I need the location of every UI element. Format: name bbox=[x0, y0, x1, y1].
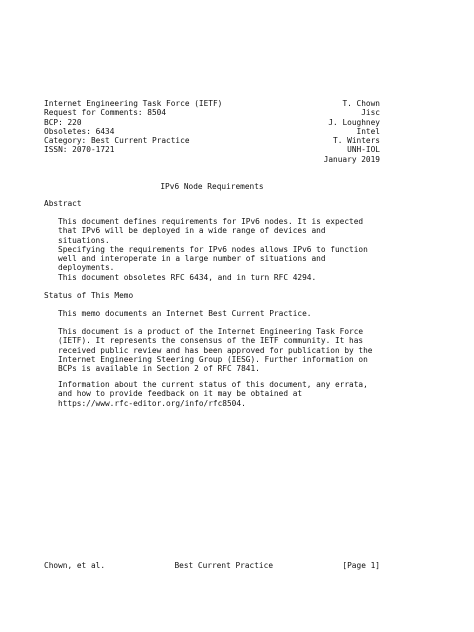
header-row bbox=[44, 99, 380, 108]
footer-page-number: [Page 1] bbox=[342, 561, 380, 570]
footer-category: Best Current Practice bbox=[174, 561, 274, 570]
status-heading: Status of This Memo bbox=[44, 291, 134, 300]
header-row bbox=[44, 118, 380, 127]
footer-authors: Chown, et al. bbox=[44, 561, 106, 570]
header-left: Obsoletes: 6434 bbox=[44, 126, 115, 136]
rfc-header bbox=[44, 99, 380, 164]
header-right: Jisc bbox=[361, 108, 380, 118]
header-left: Request for Comments: 8504 bbox=[44, 108, 167, 118]
header-row bbox=[44, 136, 380, 145]
header-right: T. Chown bbox=[342, 99, 380, 108]
header-right: January 2019 bbox=[323, 154, 380, 164]
header-row bbox=[44, 155, 380, 164]
header-right: Intel bbox=[356, 126, 380, 136]
header-right: UNH-IOL bbox=[347, 145, 380, 155]
status-paragraph: Information about the current status of this document, any errata, and how to provide feedback on it may be obtained at https://www.rfc-editor.org/info/rfc8504. bbox=[58, 380, 368, 408]
abstract-paragraph: This document obsoletes RFC 6434, and in turn RFC 4294. bbox=[58, 273, 317, 282]
abstract-heading: Abstract bbox=[44, 199, 82, 208]
header-right: T. Winters bbox=[333, 136, 380, 146]
header-row bbox=[44, 127, 380, 136]
header-row bbox=[44, 145, 380, 154]
header-left: BCP: 220 bbox=[44, 117, 82, 127]
document-title: IPv6 Node Requirements bbox=[160, 182, 264, 191]
header-left: ISSN: 2070-1721 bbox=[44, 145, 115, 155]
header-row bbox=[44, 108, 380, 117]
status-paragraph: This document is a product of the Internet Engineering Task Force (IETF). It represents the consensus of the IETF community. It has received public review and has been approved for publication by the Internet Engineering Steering Group (IESG). Further information on BCPs is available in Section 2 of RFC 7841. bbox=[58, 327, 373, 374]
header-left: Internet Engineering Task Force (IETF) bbox=[44, 99, 223, 108]
status-paragraph: This memo documents an Internet Best Current Practice. bbox=[58, 309, 312, 318]
header-left: Category: Best Current Practice bbox=[44, 136, 190, 146]
abstract-paragraph: This document defines requirements for IPv6 nodes. It is expected that IPv6 will be deployed in a wide range of devices and situations. Specifying the requirements for IPv6 nodes allows IPv6 to function well and interoperate in a large number of situations and deployments. bbox=[58, 217, 368, 273]
header-right: J. Loughney bbox=[328, 117, 380, 127]
page-footer bbox=[44, 561, 380, 570]
